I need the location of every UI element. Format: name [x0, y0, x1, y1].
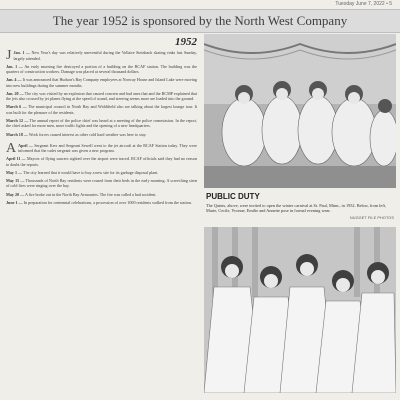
chronology-entry	[6, 104, 197, 115]
entry-text: In preparation for centennial celebrations, a procession of over 1000 residents walked from the station.	[22, 199, 192, 205]
entry-date: Jan. 1 —	[6, 63, 23, 69]
drop-cap: J	[6, 48, 12, 63]
entry-text: The city was visited by an explosion that caused concern and bad ones that and the RCMP explained that the jets also crossed by jet planes flying at the speed of sound, and steering seems more are loaded into the ground.	[6, 90, 197, 102]
entry-text: A fire broke out in the North Bay Armouries. The fire was called a bad accident.	[24, 191, 157, 197]
entry-text: It was announced that Hudson's Bay Company employees at Norway House and Island Lake were moving into new buildings during the summer months.	[6, 77, 197, 88]
photo-credit: NUGGET FILE PHOTOS	[349, 215, 394, 220]
page-folio: Tuesday June 7, 2022 • 5	[335, 1, 392, 7]
entry-list-a	[6, 50, 197, 137]
entry-text: Thousands of North Bay residents were roused from their beds in the early morning. A screeching siren of cold fires were ringing over the bay.	[6, 177, 197, 189]
entry-date: March 6 —	[6, 104, 27, 110]
caption-text: The Quints, above, were invited to open the winter carnival at St. Paul, Minn., in 1952. Below, from left, Marie, Cecile, Yvonne, Emilie and Annette pose in formal evening wear.	[206, 203, 387, 214]
entry-date: Jan. 4 —	[6, 77, 22, 83]
entry-date: Jan. 20 —	[6, 90, 24, 96]
quintuplets-photo	[204, 227, 396, 393]
drop-cap: A	[6, 140, 17, 156]
entry-text: The annual report of the police chief was heard at a meeting of the police commission. In the report, the chief asked for more men, more traffic lights and the opening of a new headquarters.	[6, 117, 197, 129]
entry-date: May 20 —	[6, 191, 25, 197]
chronology-entry	[6, 91, 197, 102]
quintuplets-image	[204, 227, 396, 393]
chronology-entry	[6, 140, 197, 156]
entry-list-b	[6, 140, 197, 205]
entry-date: Jan. 1 —	[13, 50, 30, 55]
chronology-entry	[6, 132, 197, 138]
chronology-entry	[6, 50, 197, 61]
entry-date: April —	[18, 142, 33, 148]
photo-caption	[204, 192, 396, 220]
year-heading: 1952	[175, 36, 197, 48]
entry-date: March 18 —	[6, 131, 28, 137]
entry-date: June 1 —	[6, 199, 23, 205]
entry-text: The municipal council in North Bay and Widdifield also are talking about the largest lounge tour. It was built for the pleasure of the residents.	[6, 104, 197, 115]
chronology-entry	[6, 192, 197, 198]
entry-date: March 12 —	[6, 117, 29, 123]
entry-text: Mayors of flying saucers sighted over the airport were traced. RCAF officials said they had no reason to doubt the reports.	[6, 156, 197, 167]
entry-text: An early morning fire destroyed a portion of a building on the RCAF station. The building was the quarters of construction workers. Damage was placed at several thousand dollars.	[6, 63, 197, 75]
chronology-entry	[6, 77, 197, 88]
entry-text: The city learned that it would have to buy a new site for its garbage disposal plant.	[22, 169, 159, 175]
chronology-entry	[6, 170, 197, 176]
caption-title: PUBLIC DUTY	[206, 192, 260, 201]
photo-column	[204, 34, 396, 400]
chronology-entry	[6, 118, 197, 129]
entry-date: May 15 —	[6, 177, 25, 183]
chronology-entry	[6, 200, 197, 206]
entry-date: May 1 —	[6, 169, 23, 175]
entry-text: Sergeant Kerr and Sergeant Sewell went to the jet aircraft at the RCAF Station today. They were informed that the cadet sergeant was given a new program.	[18, 142, 197, 154]
chronology-entry	[6, 178, 197, 189]
entry-text: New Year's day was relatively uneventful during the Vollaire Steinbach skating rinks last Sunday, largely attended.	[13, 50, 197, 61]
chronology-column	[6, 36, 197, 400]
chronology-entry	[6, 64, 197, 75]
banner-title: The year 1952 is sponsored by the North West Company	[52, 13, 348, 28]
parade-image	[204, 34, 396, 188]
entry-date: April 11 —	[6, 156, 26, 162]
parade-photo	[204, 34, 396, 188]
chronology-entry	[6, 156, 197, 167]
sponsor-banner	[0, 9, 400, 33]
entry-text: Work forces caused interest as other cold hard weather was here to stay.	[27, 131, 147, 137]
